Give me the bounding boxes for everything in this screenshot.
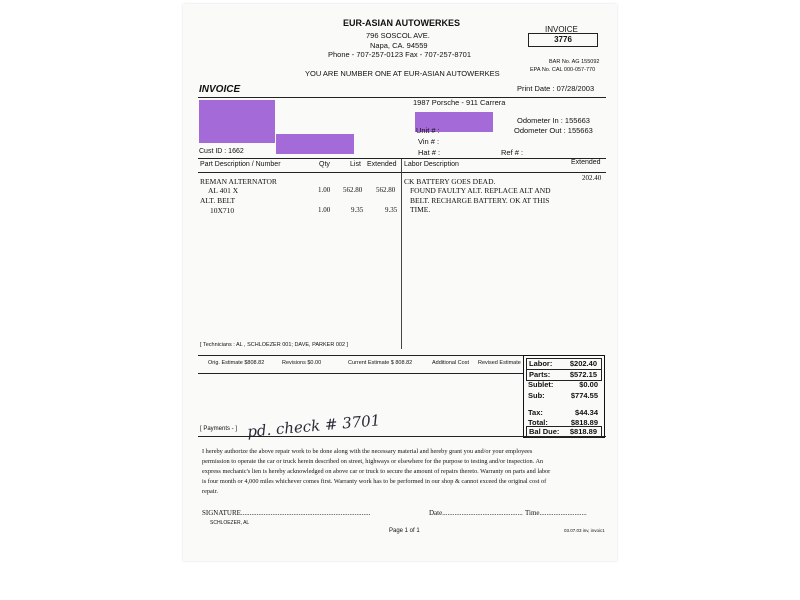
estimate-divider: [198, 355, 523, 356]
original-estimate: Orig. Estimate $808.82: [208, 360, 265, 366]
bar-number: BAR No. AG 155092: [549, 59, 600, 65]
authorization-line: is four month or 4,000 miles whichever comes first. Warranty work has to be performed in our shop & cannot exceed the original cost of: [202, 478, 547, 485]
total-row: Parts: $572.15: [526, 369, 602, 381]
page-number: Page 1 of 1: [389, 528, 420, 534]
total-row: Labor: $202.40: [526, 358, 602, 370]
authorization-line: I hereby authorize the above repair work to be done along with the necessary material and hereby grant you and/or your employees: [202, 448, 533, 455]
vehicle-model: 1987 Porsche - 911 Carrera: [413, 98, 506, 107]
odometer-in: Odometer In : 155663: [517, 116, 590, 125]
company-name: EUR-ASIAN AUTOWERKES: [343, 18, 461, 28]
payment-handwriting: pd. check # 3701: [246, 411, 381, 441]
parts-labor-divider: [401, 159, 402, 349]
col-part-description: Part Description / Number: [200, 161, 281, 168]
writer-name: SCHLOEZER, AL: [210, 520, 250, 526]
part-desc: AL 401 X: [208, 186, 239, 195]
company-slogan: YOU ARE NUMBER ONE AT EUR-ASIAN AUTOWERKES: [305, 69, 500, 78]
estimate-bottom-divider: [198, 373, 523, 374]
part-qty: 1.00: [318, 186, 331, 194]
technicians: [ Technicians : AL , SCHLOEZER 001; DAVE, PARKER 002 ]: [200, 342, 349, 348]
col-list: List: [350, 161, 361, 168]
customer-id: Cust ID : 1662: [199, 148, 244, 155]
part-qty: 1.00: [318, 206, 331, 214]
invoice-box-label: INVOICE: [545, 25, 578, 34]
payments-label: [ Payments - ]: [200, 426, 238, 432]
totals-box: [523, 355, 605, 438]
time-line: Time...........................: [525, 509, 587, 517]
labor-line: FOUND FAULTY ALT. REPLACE ALT AND: [410, 186, 551, 195]
epa-number: EPA No. CAL 000-057-770: [530, 67, 596, 73]
company-city: Napa, CA. 94559: [370, 41, 428, 50]
page-title: INVOICE: [199, 84, 241, 95]
balance-due-row: Bal Due: $818.89: [526, 426, 602, 438]
redacted-customer-address: [276, 134, 354, 154]
current-estimate: Current Estimate $ 808.82: [348, 360, 413, 366]
form-code: 03.07.03 inv, invoic1: [564, 528, 605, 533]
odometer-out: Odometer Out : 155663: [514, 126, 593, 135]
unit-number: Unit # :: [416, 126, 440, 135]
column-header-divider: [198, 172, 606, 173]
labor-line: TIME.: [410, 205, 431, 214]
labor-line: BELT. RECHARGE BATTERY. OK AT THIS: [410, 196, 550, 205]
part-desc: 10X710: [210, 206, 235, 215]
header-divider: [198, 97, 606, 98]
company-phone: Phone - 707-257-0123 Fax - 707-257-8701: [328, 50, 472, 59]
labor-line: CK BATTERY GOES DEAD.: [404, 177, 496, 186]
col-labor-extended: Extended: [571, 159, 601, 166]
company-street: 796 SOSCOL AVE.: [366, 31, 430, 40]
authorization-line: repair.: [202, 488, 218, 495]
redacted-customer-name: [199, 100, 275, 143]
part-ext: 9.35: [385, 206, 398, 214]
revised-estimate: Revised Estimate: [478, 360, 521, 366]
part-desc: ALT. BELT: [200, 196, 236, 205]
additional-cost: Additional Cost: [432, 360, 469, 366]
invoice-page: [183, 4, 617, 561]
total-row: Total: $818.89: [528, 418, 598, 427]
labor-amount: 202.40: [582, 174, 602, 182]
payment-divider: [198, 436, 606, 437]
invoice-number: 3776: [528, 33, 598, 47]
revisions: Revisions $0.00: [282, 360, 322, 366]
authorization-line: permission to operate the car or truck herein described on street, highways or elsewhere for the purpose to testing and/or inspection. An: [202, 458, 544, 465]
total-row: Sub: $774.55: [528, 391, 598, 400]
part-ext: 562.80: [376, 186, 396, 194]
authorization-line: express mechanic's lien is hereby acknowledged on above car or truck to secure the amount of repairs thereto. Warranty on parts and labor: [202, 468, 551, 475]
part-list: 9.35: [351, 206, 364, 214]
total-row: Tax: $44.34: [528, 408, 598, 417]
date-line: Date..............................................: [429, 509, 523, 517]
col-qty: Qty: [319, 161, 330, 168]
customer-divider: [198, 158, 606, 159]
col-labor-description: Labor Description: [404, 161, 459, 168]
ref-number: Ref # :: [501, 148, 524, 157]
hat-number: Hat # :: [418, 148, 441, 157]
print-date: Print Date : 07/28/2003: [517, 84, 595, 93]
signature-line: SIGNATURE..........................................................................: [202, 509, 371, 517]
part-desc: REMAN ALTERNATOR: [200, 177, 277, 186]
col-extended: Extended: [367, 161, 397, 168]
part-list: 562.80: [343, 186, 363, 194]
vin-number: Vin # :: [418, 137, 440, 146]
total-row: Sublet: $0.00: [528, 380, 598, 389]
